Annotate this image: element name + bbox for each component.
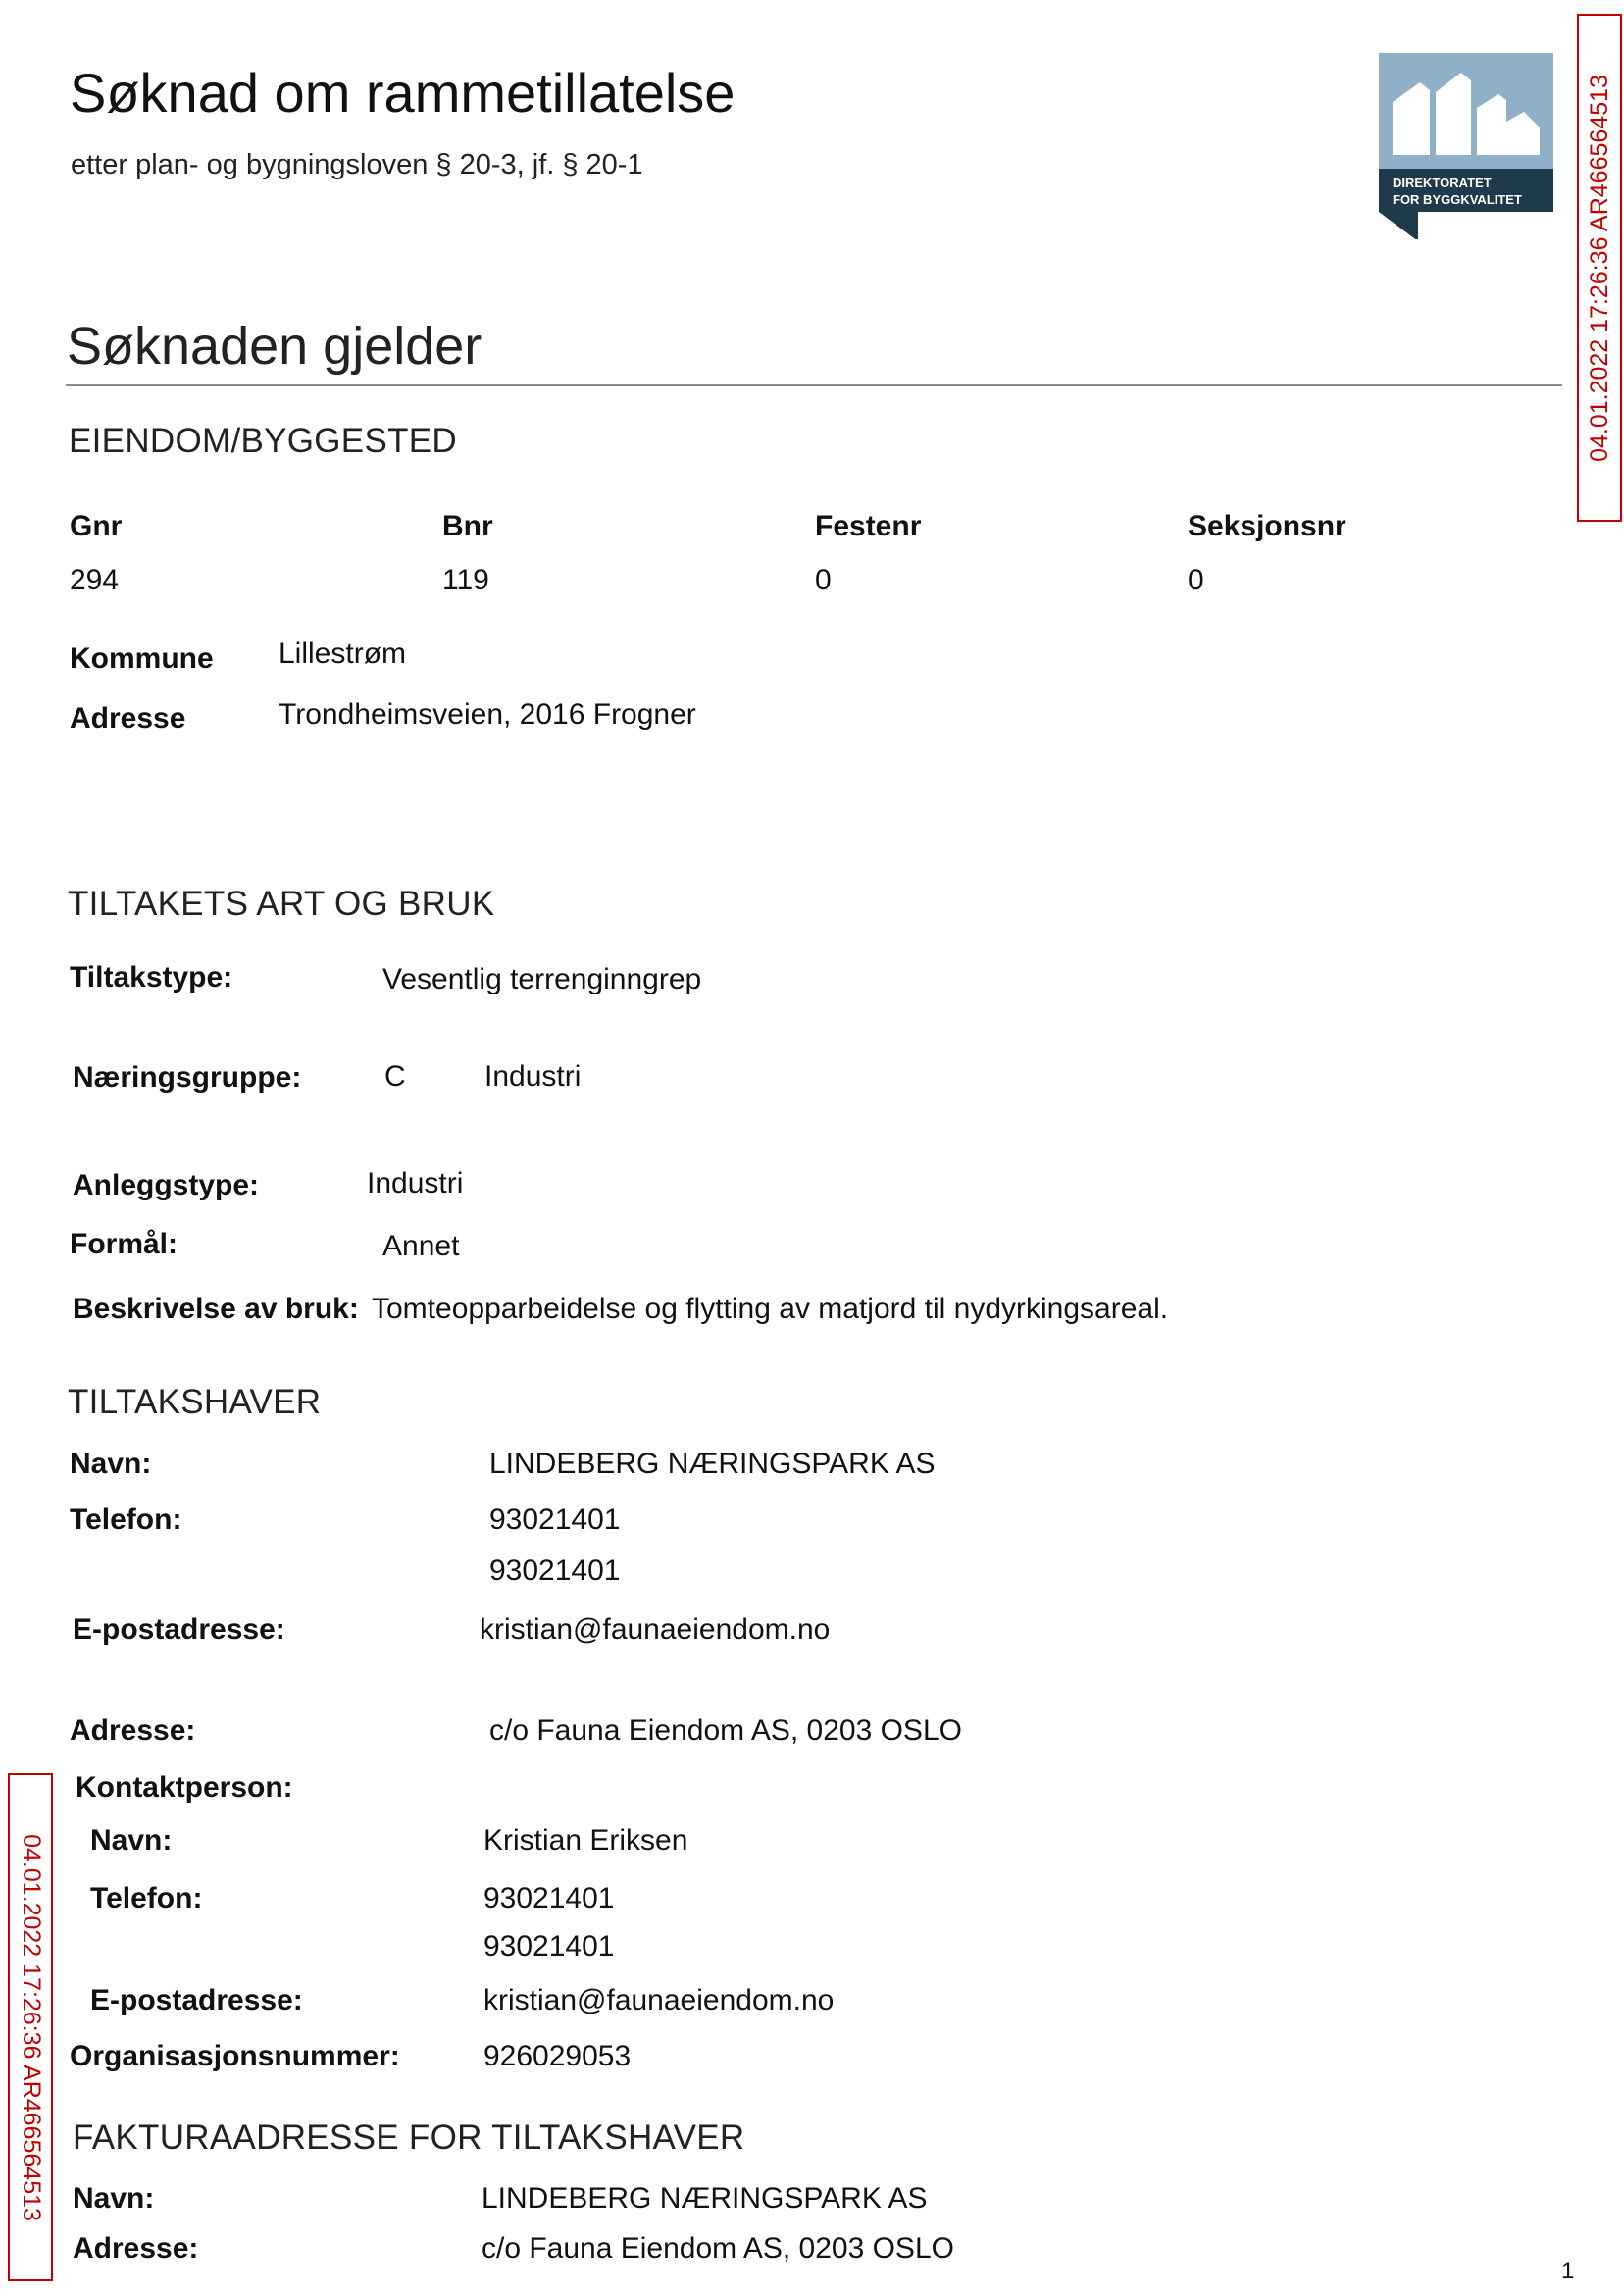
faktura-navn-label: Navn: [73,2182,155,2215]
bnr-value: 119 [442,564,489,596]
anleggstype-value: Industri [367,1167,464,1199]
stamp-right-text: 04.01.2022 17:26:36 AR466564513 [1585,74,1613,462]
bnr-label: Bnr [442,510,493,542]
page-subtitle: etter plan- og bygningsloven § 20-3, jf. § 20-1 [71,149,643,180]
orgnr-value: 926029053 [483,2040,632,2072]
formal-value: Annet [382,1230,460,1262]
th-adresse-value: c/o Fauna Eiendom AS, 0203 OSLO [489,1714,962,1747]
naeringsgruppe-label: Næringsgruppe: [73,1061,302,1094]
page-number: 1 [1561,2258,1575,2284]
th-adresse-label: Adresse: [70,1714,196,1747]
beskrivelse-label: Beskrivelse av bruk: [73,1293,359,1325]
tiltakstype-label: Tiltakstype: [70,961,233,994]
dibk-logo [1379,53,1553,239]
beskrivelse-value: Tomteopparbeidelse og flytting av matjord til nydyrkingsareal. [372,1293,1169,1325]
naeringsgruppe-value: Industri [484,1060,582,1093]
stamp-right [1577,14,1622,522]
formal-label: Formål: [70,1228,178,1260]
eiendom-heading: EIENDOM/BYGGESTED [69,422,457,460]
faktura-adresse-value: c/o Fauna Eiendom AS, 0203 OSLO [482,2232,954,2265]
section-title: Søknaden gjelder [67,317,482,376]
th-navn-value: LINDEBERG NÆRINGSPARK AS [489,1448,936,1480]
tiltak-heading: TILTAKETS ART OG BRUK [68,885,495,923]
tiltakshaver-heading: TILTAKSHAVER [68,1383,322,1421]
page-title: Søknad om rammetillatelse [70,62,736,124]
faktura-navn-value: LINDEBERG NÆRINGSPARK AS [482,2182,928,2215]
faktura-heading: FAKTURAADRESSE FOR TILTAKSHAVER [73,2118,745,2157]
seksjonsnr-value: 0 [1188,564,1204,596]
th-navn-label: Navn: [70,1448,152,1480]
building-logo-icon [1379,53,1553,239]
tiltakstype-value: Vesentlig terrenginngrep [382,963,702,995]
th-telefon-label: Telefon: [70,1504,182,1536]
k-telefon2-value: 93021401 [483,1930,615,1963]
k-navn-label: Navn: [90,1824,173,1857]
logo-text-line1: DIREKTORATET [1393,176,1492,190]
section-divider [66,384,1562,386]
th-telefon2-value: 93021401 [489,1555,621,1587]
kommune-value: Lillestrøm [279,637,407,670]
k-navn-value: Kristian Eriksen [483,1824,688,1857]
th-epost-value: kristian@faunaeiendom.no [480,1613,831,1646]
gnr-value: 294 [70,564,120,596]
stamp-left-text: 04.01.2022 17:26:36 AR466564513 [17,1833,45,2221]
k-epost-value: kristian@faunaeiendom.no [483,1984,835,2016]
k-telefon1-value: 93021401 [483,1882,615,1914]
th-epost-label: E-postadresse: [73,1613,285,1646]
festenr-label: Festenr [815,510,922,542]
k-telefon-label: Telefon: [90,1882,203,1914]
gnr-label: Gnr [70,510,123,542]
seksjonsnr-label: Seksjonsnr [1188,510,1346,542]
k-epost-label: E-postadresse: [90,1984,303,2016]
anleggstype-label: Anleggstype: [73,1169,260,1201]
orgnr-label: Organisasjonsnummer: [70,2040,400,2072]
stamp-left [8,1773,53,2281]
kommune-label: Kommune [70,642,214,675]
th-telefon1-value: 93021401 [489,1504,621,1536]
naeringsgruppe-code: C [384,1060,406,1093]
adresse-value: Trondheimsveien, 2016 Frogner [279,698,696,731]
logo-text-line2: FOR BYGGKVALITET [1393,192,1522,207]
kontaktperson-label: Kontaktperson: [76,1771,293,1804]
adresse-label: Adresse [70,702,186,735]
faktura-adresse-label: Adresse: [73,2232,199,2265]
festenr-value: 0 [815,564,832,596]
